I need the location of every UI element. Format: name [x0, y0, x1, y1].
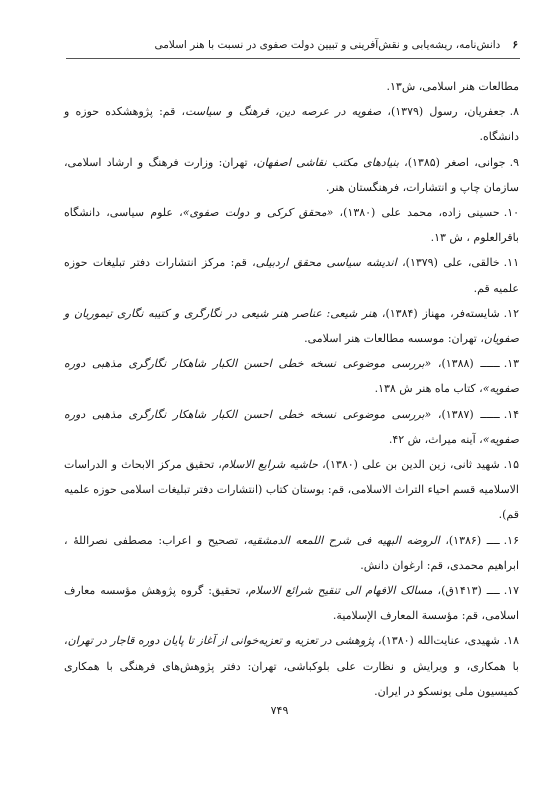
reference-title: صفویه در عرصه دین، فرهنگ و سیاست: [185, 105, 382, 119]
reference-number: ۸.: [509, 105, 519, 119]
reference-number: ۱۱.: [503, 256, 519, 270]
reference-entry: [64, 628, 519, 704]
reference-text: ، آینه میراث، ش ۴۲.: [388, 432, 483, 446]
reference-entry: [64, 528, 519, 578]
reference-text: جعفریان، رسول (۱۳۷۹)،: [381, 105, 506, 119]
reference-title: «بررسی موضوعی نسخه خطی احسن الکبار شاهکار نگارگری مذهبی دوره صفویه»: [64, 357, 519, 396]
reference-text: حسینی زاده، محمد علی (۱۳۸۰)،: [333, 206, 500, 220]
reference-entry: [64, 74, 519, 99]
reference-entry: [64, 250, 519, 300]
reference-text: شهید ثانی، زین الدین بن علی (۱۳۸۰)،: [317, 458, 500, 472]
reference-entry: [64, 150, 519, 200]
reference-title: بنیادهای مکتب نقاشی اصفهان: [256, 155, 399, 169]
reference-text: ، علوم سیاسی، دانشگاه باقرالعلوم ، ش ۱۳.: [64, 206, 519, 245]
reference-entry: [64, 578, 519, 628]
reference-number: ۹.: [509, 155, 519, 169]
reference-text: مطالعات هنر اسلامی، ش۱۳.: [386, 80, 519, 93]
header-divider: [66, 58, 520, 59]
reference-text: ، تهران: وزارت فرهنگ و ارشاد اسلامی، سازمان چاپ و انتشارات، فرهنگستان هنر.: [64, 155, 519, 194]
reference-title: «محقق کرکی و دولت صفوی»: [182, 206, 334, 220]
reference-text: ، تهران: موسسه مطالعات هنر اسلامی.: [304, 332, 484, 346]
reference-text: ، کتاب ماه هنر ش ۱۳۸.: [374, 382, 483, 396]
running-header: [68, 38, 518, 52]
page-number: ۷۴۹: [270, 704, 289, 717]
reference-entry: [64, 200, 519, 250]
reference-number: ۱۸.: [503, 634, 519, 648]
reference-entry: [64, 99, 519, 149]
header-page-mark: ۶: [512, 39, 518, 51]
reference-number: ۱۳.: [503, 357, 520, 371]
reference-text: ــــ (۱۴۱۳ق)،: [432, 584, 500, 598]
reference-text: ، تحقیق مرکز الابحاث و الدراسات الاسلامیه قسم احیاء التراث الاسلامی، قم: بوستان کتاب (انتشارات دفتر تبلیغات اسلامی حوزه علمیه قم).: [64, 458, 519, 522]
reference-title: هنر شیعی: عناصر هنر شیعی در نگارگری و کتیبه نگاری تیموریان و صفویان: [64, 306, 519, 346]
reference-title: اندیشه سیاسی محقق اردبیلی: [255, 256, 397, 270]
reference-text: ــــــ (۱۳۸۷)،: [431, 407, 500, 421]
reference-number: ۱۷.: [503, 584, 520, 598]
reference-entry: [64, 402, 519, 452]
reference-entry: [64, 452, 519, 528]
reference-text: ــــ (۱۳۸۶)،: [439, 533, 500, 547]
reference-entry: [64, 301, 519, 351]
reference-list: [64, 74, 519, 704]
reference-text: خالقی، علی (۱۳۷۹)،: [396, 256, 500, 270]
reference-text: شهیدی، عنایت‌الله (۱۳۸۰)،: [374, 634, 500, 648]
reference-title: الروضه البهیه فی شرح اللمعه الدمشقیه: [247, 533, 440, 547]
reference-number: ۱۲.: [503, 306, 519, 320]
reference-title: «بررسی موضوعی نسخه خطی احسن الکبار شاهکار نگارگری مذهبی دوره صفویه»: [64, 407, 519, 446]
reference-number: ۱۶.: [503, 533, 519, 547]
reference-text: جوانی، اصغر (۱۳۸۵)،: [398, 155, 506, 169]
reference-title: مسالک الافهام الی تنقیح شرائع الاسلام: [248, 584, 433, 598]
reference-text: ، قم: پژوهشکده حوزه و دانشگاه.: [64, 105, 519, 144]
reference-text: ، با همکاری، و ویرایش و نظارت علی بلوکباشی، تهران: دفتر پژوهش‌های فرهنگی با همکاری کمیسیون ملی یونسکو در ایران.: [64, 634, 519, 698]
reference-number: ۱۴.: [503, 407, 520, 421]
reference-text: ، قم: مرکز انتشارات دفتر تبلیغات حوزه علمیه قم.: [64, 256, 519, 295]
header-title: دانش‌نامه، ریشه‌یابی و نقش‌آفرینی و تبیین دولت صفوی در نسبت با هنر اسلامی: [154, 39, 501, 51]
reference-text: شایسته‌فر، مهناز (۱۳۸۴)،: [377, 306, 500, 320]
reference-entry: [64, 351, 519, 401]
reference-title: حاشیه شرایع الاسلام: [221, 458, 318, 472]
reference-text: ، تحقیق: گروه پژوهش مؤسسه معارف اسلامی، قم: مؤسسة المعارف الإسلامیة.: [64, 584, 519, 623]
reference-text: ، تصحیح و اعراب: مصطفی نصراللهٔ ، ابراهیم محمدی، قم: ارغوان دانش.: [64, 533, 519, 572]
reference-text: ــــــ (۱۳۸۸)،: [431, 357, 500, 371]
reference-number: ۱۵.: [503, 458, 519, 472]
reference-title: پژوهشی در تعزیه و تعزیه‌خوانی از آغاز تا پایان دوره قاجار در تهران: [67, 634, 375, 648]
reference-number: ۱۰.: [503, 206, 520, 220]
